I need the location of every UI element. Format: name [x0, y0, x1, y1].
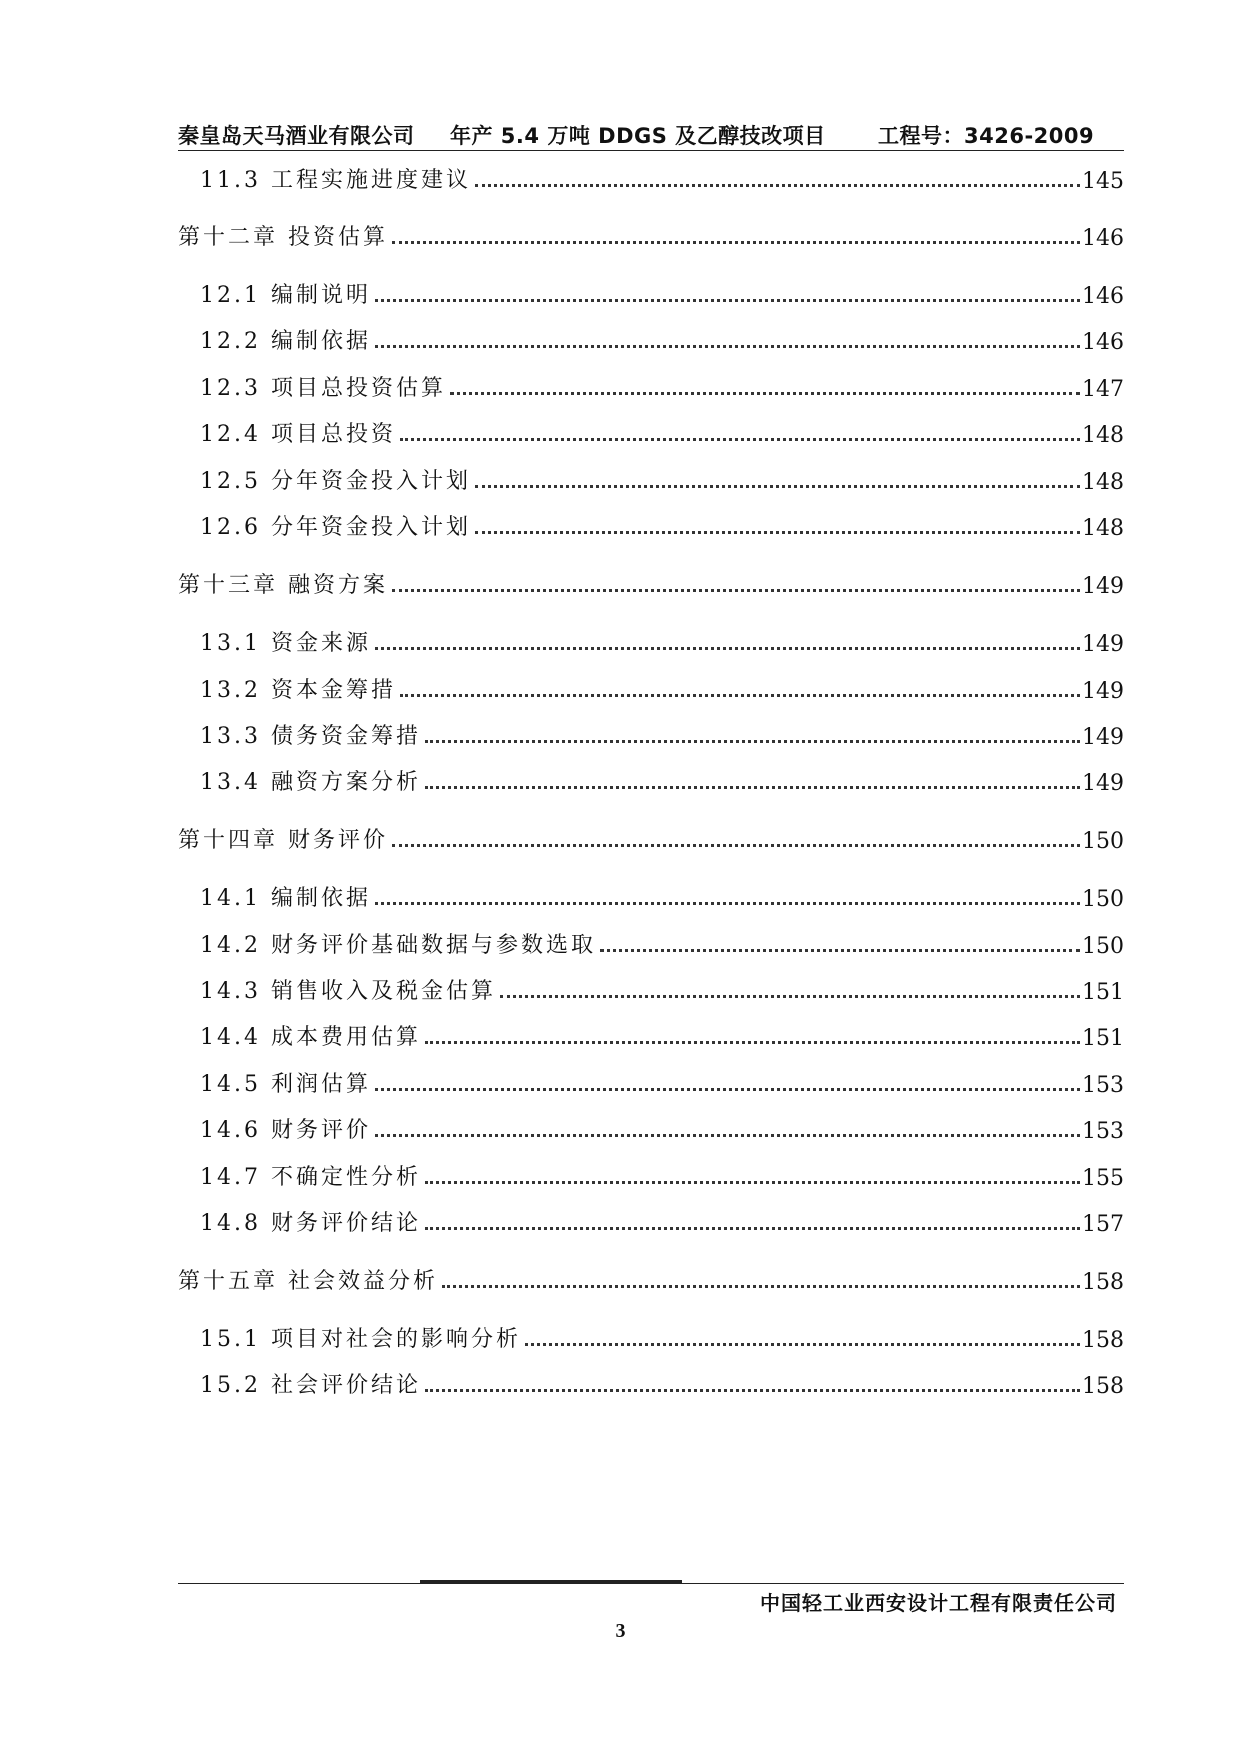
toc-entry-title: 12.1 编制说明 [200, 283, 371, 308]
toc-entry-title: 12.4 项目总投资 [200, 422, 396, 447]
toc-entry-title: 13.2 资本金筹措 [200, 678, 396, 703]
toc-dot-leader [600, 949, 1080, 952]
toc-entry-title: 14.7 不确定性分析 [200, 1165, 421, 1190]
toc-entry-title: 第十三章 融资方案 [178, 573, 388, 598]
toc-dot-leader [375, 299, 1080, 302]
toc-section-entry[interactable] [178, 973, 1124, 1005]
toc-entry-page: 148 [1082, 423, 1124, 448]
toc-section-entry[interactable] [178, 764, 1124, 796]
toc-section-entry[interactable] [178, 927, 1124, 959]
page-number: 3 [615, 1620, 626, 1642]
toc-entry-page: 153 [1082, 1119, 1124, 1144]
toc-entry-title: 13.3 债务资金筹措 [200, 724, 421, 749]
toc-dot-leader [425, 1181, 1080, 1184]
toc-section-entry[interactable] [178, 509, 1124, 541]
toc-entry-page: 150 [1082, 887, 1124, 912]
toc-dot-leader [442, 1285, 1080, 1288]
toc-entry-page: 151 [1082, 980, 1124, 1005]
toc-entry-page: 149 [1082, 679, 1124, 704]
toc-section-entry[interactable] [178, 1367, 1124, 1399]
toc-dot-leader [375, 345, 1080, 348]
toc-entry-page: 146 [1082, 284, 1124, 309]
toc-section-entry[interactable] [178, 1321, 1124, 1353]
toc-entry-title: 14.6 财务评价 [200, 1118, 371, 1143]
header-project-code: 工程号：3426-2009 [878, 124, 1095, 148]
toc-dot-leader [500, 995, 1080, 998]
toc-dot-leader [425, 786, 1080, 789]
toc-entry-title: 14.8 财务评价结论 [200, 1211, 421, 1236]
toc-section-entry[interactable] [178, 880, 1124, 912]
toc-entry-page: 146 [1082, 330, 1124, 355]
toc-dot-leader [392, 589, 1080, 592]
toc-entry-page: 147 [1082, 377, 1124, 402]
toc-entry-page: 158 [1082, 1328, 1124, 1353]
toc-dot-leader [400, 694, 1080, 697]
toc-entry-page: 146 [1082, 226, 1124, 251]
toc-chapter-entry[interactable] [178, 219, 1124, 251]
toc-entry-title: 15.2 社会评价结论 [200, 1373, 421, 1398]
toc-section-entry[interactable] [178, 1159, 1124, 1191]
header-project-title: 年产 5.4 万吨 DDGS 及乙醇技改项目 [450, 124, 826, 148]
toc-dot-leader [475, 485, 1080, 488]
toc-entry-page: 150 [1082, 934, 1124, 959]
toc-section-entry[interactable] [178, 370, 1124, 402]
table-of-contents [178, 0, 1124, 1754]
toc-section-entry[interactable] [178, 1066, 1124, 1098]
footer-divider [178, 1583, 1124, 1584]
toc-entry-page: 148 [1082, 470, 1124, 495]
toc-dot-leader [425, 1227, 1080, 1230]
footer-company: 中国轻工业西安设计工程有限责任公司 [760, 1591, 1117, 1615]
toc-entry-page: 150 [1082, 829, 1124, 854]
toc-section-entry[interactable] [178, 672, 1124, 704]
toc-dot-leader [375, 902, 1080, 905]
toc-entry-title: 13.4 融资方案分析 [200, 770, 421, 795]
toc-section-entry[interactable] [178, 1112, 1124, 1144]
toc-entry-title: 13.1 资金来源 [200, 631, 371, 656]
toc-chapter-entry[interactable] [178, 1263, 1124, 1295]
toc-entry-page: 149 [1082, 725, 1124, 750]
toc-dot-leader [392, 844, 1080, 847]
toc-entry-title: 12.6 分年资金投入计划 [200, 515, 471, 540]
toc-dot-leader [375, 1134, 1080, 1137]
toc-entry-page: 149 [1082, 632, 1124, 657]
toc-entry-title: 12.2 编制依据 [200, 329, 371, 354]
toc-entry-title: 15.1 项目对社会的影响分析 [200, 1327, 521, 1352]
toc-dot-leader [425, 1041, 1080, 1044]
toc-entry-title: 11.3 工程实施进度建议 [200, 168, 471, 193]
toc-dot-leader [475, 184, 1080, 187]
toc-dot-leader [425, 1389, 1080, 1392]
toc-entry-page: 153 [1082, 1073, 1124, 1098]
toc-entry-title: 14.5 利润估算 [200, 1072, 371, 1097]
toc-entry-page: 149 [1082, 574, 1124, 599]
toc-entry-title: 14.2 财务评价基础数据与参数选取 [200, 933, 596, 958]
toc-entry-page: 158 [1082, 1270, 1124, 1295]
toc-section-entry[interactable] [178, 625, 1124, 657]
toc-dot-leader [375, 1088, 1080, 1091]
toc-dot-leader [392, 241, 1080, 244]
header-company: 秦皇岛天马酒业有限公司 [178, 124, 415, 148]
toc-entry-page: 158 [1082, 1374, 1124, 1399]
toc-dot-leader [425, 740, 1080, 743]
toc-section-entry[interactable] [178, 1019, 1124, 1051]
toc-dot-leader [525, 1343, 1080, 1346]
toc-dot-leader [400, 438, 1080, 441]
toc-chapter-entry[interactable] [178, 567, 1124, 599]
toc-section-entry[interactable] [178, 277, 1124, 309]
toc-chapter-entry[interactable] [178, 822, 1124, 854]
toc-entry-title: 第十二章 投资估算 [178, 225, 388, 250]
toc-entry-page: 157 [1082, 1212, 1124, 1237]
toc-entry-title: 第十四章 财务评价 [178, 828, 388, 853]
toc-section-entry[interactable] [178, 1205, 1124, 1237]
toc-dot-leader [375, 647, 1080, 650]
toc-dot-leader [450, 392, 1080, 395]
toc-section-entry[interactable] [178, 416, 1124, 448]
toc-entry-page: 151 [1082, 1026, 1124, 1051]
toc-entry-title: 14.4 成本费用估算 [200, 1025, 421, 1050]
toc-entry-title: 14.1 编制依据 [200, 886, 371, 911]
toc-dot-leader [475, 531, 1080, 534]
toc-entry-title: 14.3 销售收入及税金估算 [200, 979, 496, 1004]
toc-section-entry[interactable] [178, 323, 1124, 355]
toc-entry-title: 12.3 项目总投资估算 [200, 376, 446, 401]
toc-entry-title: 第十五章 社会效益分析 [178, 1269, 438, 1294]
toc-entry-title: 12.5 分年资金投入计划 [200, 469, 471, 494]
toc-section-entry[interactable] [178, 718, 1124, 750]
toc-entry-page: 155 [1082, 1166, 1124, 1191]
toc-entry-page: 149 [1082, 771, 1124, 796]
toc-entry-page: 148 [1082, 516, 1124, 541]
toc-section-entry[interactable] [178, 463, 1124, 495]
toc-section-entry[interactable] [178, 162, 1124, 194]
toc-entry-page: 145 [1082, 169, 1124, 194]
